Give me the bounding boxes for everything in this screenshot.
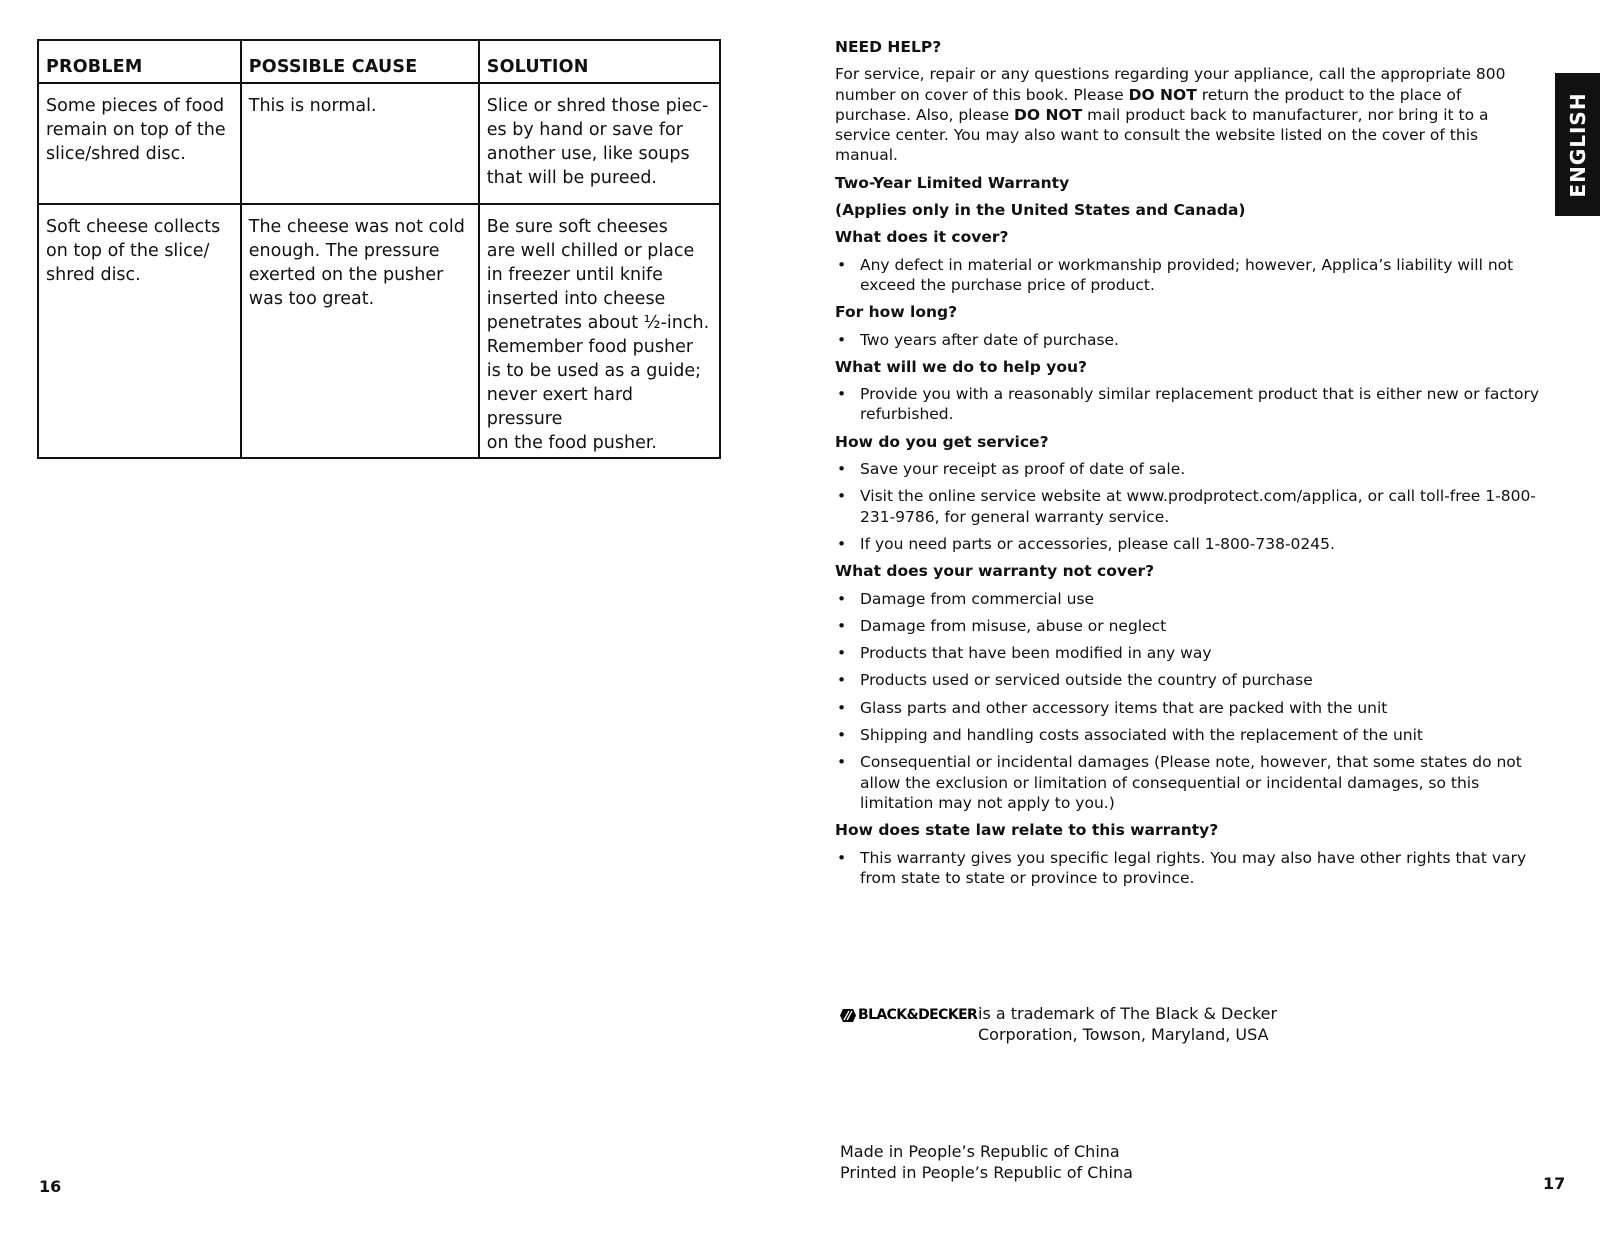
list-item-text: Any defect in material or workmanship provided; however, Applica’s liability will not exceed the purchase price of product. bbox=[860, 255, 1514, 294]
section-state-law bbox=[835, 820, 1540, 888]
list-item-text: If you need parts or accessories, please call 1-800-738-0245. bbox=[860, 534, 1335, 553]
bullet-list bbox=[835, 589, 1540, 814]
paragraph-text: mail product back to manufacturer, nor bring it to a service center. You may also want to consult the website listed on the cover of this manual. bbox=[835, 105, 1489, 165]
bullet: • bbox=[837, 487, 847, 506]
cell-line: another use, like soups bbox=[486, 144, 690, 164]
page-number-right: 17 bbox=[1543, 1174, 1566, 1193]
paragraph-text: For service, repair or any questions regarding your appliance, call the appropriate 800 number on cover of this book. Please bbox=[835, 65, 1506, 104]
cell-line: slice/shred disc. bbox=[46, 144, 186, 164]
need-help-paragraph bbox=[835, 64, 1540, 165]
warranty-column bbox=[835, 37, 1540, 895]
black-decker-logo bbox=[840, 1005, 977, 1026]
list-item bbox=[835, 752, 1540, 813]
troubleshooting-table bbox=[37, 39, 721, 459]
table-row bbox=[38, 204, 720, 458]
cell-line: inserted into cheese bbox=[486, 289, 666, 309]
solution-cell bbox=[479, 83, 720, 204]
list-item bbox=[835, 698, 1540, 718]
cell-line: never exert hard pressure bbox=[486, 385, 633, 429]
cell-line: on the food pusher. bbox=[486, 433, 657, 453]
cell-line: enough. The pressure bbox=[248, 241, 440, 261]
bullet: • bbox=[837, 698, 847, 717]
cell-line: penetrates about ½-inch. bbox=[486, 313, 710, 333]
section-heading: How do you get service? bbox=[835, 432, 1049, 451]
section-not-cover bbox=[835, 561, 1540, 813]
origin-notice bbox=[840, 1142, 1133, 1183]
header-solution: SOLUTION bbox=[479, 40, 720, 83]
bullet-list bbox=[835, 384, 1540, 425]
cell-line: Slice or shred those piec- bbox=[486, 96, 709, 116]
cell-line: This is normal. bbox=[248, 96, 377, 116]
cell-line: that will be pureed. bbox=[486, 168, 657, 188]
language-tab bbox=[1555, 73, 1600, 216]
list-item-text: Damage from commercial use bbox=[860, 589, 1095, 608]
list-item bbox=[835, 589, 1540, 609]
problem-cell bbox=[38, 83, 241, 204]
solution-cell bbox=[479, 204, 720, 458]
list-item bbox=[835, 330, 1540, 350]
cause-cell bbox=[241, 83, 479, 204]
bullet: • bbox=[837, 385, 847, 404]
list-item bbox=[835, 486, 1540, 527]
header-possible-cause: POSSIBLE CAUSE bbox=[241, 40, 479, 83]
list-item bbox=[835, 255, 1540, 296]
bullet-list bbox=[835, 330, 1540, 350]
bullet-list bbox=[835, 848, 1540, 889]
cell-line: Some pieces of food bbox=[46, 96, 225, 116]
list-item bbox=[835, 670, 1540, 690]
printed-in-line: Printed in People’s Republic of China bbox=[840, 1162, 1133, 1182]
bullet: • bbox=[837, 848, 847, 867]
list-item-text: Provide you with a reasonably similar replacement product that is either new or factory refurbished. bbox=[860, 385, 1539, 424]
cell-line: shred disc. bbox=[46, 265, 141, 285]
list-item bbox=[835, 616, 1540, 636]
list-item-text: Two years after date of purchase. bbox=[860, 330, 1119, 349]
section-help bbox=[835, 357, 1540, 425]
list-item-text: Products that have been modified in any way bbox=[860, 644, 1212, 663]
trademark-line: is a trademark of The Black & Decker bbox=[978, 1004, 1278, 1023]
cell-line: was too great. bbox=[248, 289, 375, 309]
list-item-text: Consequential or incidental damages (Please note, however, that some states do not allow the exclusion or limitation of consequential or incidental damages, so this limitation may not apply to you.) bbox=[860, 753, 1522, 812]
cell-line: Remember food pusher bbox=[486, 337, 694, 357]
cell-line: in freezer until knife bbox=[486, 265, 663, 285]
hexagon-logo-icon bbox=[840, 1009, 856, 1022]
need-help-heading: NEED HELP? bbox=[835, 38, 942, 56]
bullet-list bbox=[835, 255, 1540, 296]
bullet: • bbox=[837, 330, 847, 349]
table-row bbox=[38, 83, 720, 204]
trademark-text bbox=[978, 1004, 1318, 1045]
section-cover bbox=[835, 227, 1540, 295]
paragraph-text: return the product to the place of purchase. Also, please bbox=[835, 85, 1462, 124]
cell-line: are well chilled or place bbox=[486, 241, 695, 261]
list-item bbox=[835, 459, 1540, 479]
section-how-long bbox=[835, 302, 1540, 350]
bullet: • bbox=[837, 589, 847, 608]
list-item-text: Products used or serviced outside the country of purchase bbox=[860, 671, 1313, 690]
warranty-scope: (Applies only in the United States and Canada) bbox=[835, 201, 1246, 220]
cell-line: The cheese was not cold bbox=[248, 217, 465, 237]
list-item bbox=[835, 848, 1540, 889]
problem-cell bbox=[38, 204, 241, 458]
cell-line: Be sure soft cheeses bbox=[486, 217, 668, 237]
section-get-service bbox=[835, 432, 1540, 554]
bullet: • bbox=[837, 726, 847, 745]
cell-line: remain on top of the bbox=[46, 120, 226, 140]
list-item bbox=[835, 643, 1540, 663]
list-item bbox=[835, 725, 1540, 745]
logo-wordmark: BLACK&DECKER bbox=[858, 1007, 978, 1023]
section-heading: What does your warranty not cover? bbox=[835, 562, 1155, 581]
list-item-text: Shipping and handling costs associated with the replacement of the unit bbox=[860, 726, 1423, 745]
header-problem: PROBLEM bbox=[38, 40, 241, 83]
bullet: • bbox=[837, 753, 847, 772]
page-number-left: 16 bbox=[39, 1177, 62, 1196]
bullet-list bbox=[835, 459, 1540, 554]
trademark-line: Corporation, Towson, Maryland, USA bbox=[978, 1024, 1269, 1044]
cell-line: Soft cheese collects bbox=[46, 217, 221, 237]
section-heading: For how long? bbox=[835, 303, 958, 322]
list-item bbox=[835, 534, 1540, 554]
section-heading: What does it cover? bbox=[835, 228, 1009, 247]
cell-line: exerted on the pusher bbox=[248, 265, 444, 285]
cell-line: es by hand or save for bbox=[486, 120, 683, 140]
bullet: • bbox=[837, 644, 847, 663]
language-tab-label: ENGLISH bbox=[1565, 91, 1590, 198]
list-item bbox=[835, 384, 1540, 425]
cause-cell bbox=[241, 204, 479, 458]
bullet: • bbox=[837, 616, 847, 635]
list-item-text: This warranty gives you specific legal rights. You may also have other rights that vary from state to state or province to province. bbox=[860, 848, 1527, 887]
list-item-text: Damage from misuse, abuse or neglect bbox=[860, 616, 1167, 635]
list-item-text: Save your receipt as proof of date of sale. bbox=[860, 460, 1186, 479]
bullet: • bbox=[837, 671, 847, 690]
cell-line: is to be used as a guide; bbox=[486, 361, 702, 381]
list-item-text: Glass parts and other accessory items that are packed with the unit bbox=[860, 698, 1388, 717]
made-in-line: Made in People’s Republic of China bbox=[840, 1142, 1120, 1161]
emphasis-do-not: DO NOT bbox=[1128, 85, 1197, 104]
list-item-text: Visit the online service website at www.prodprotect.com/applica, or call toll-free 1-800-231-9786, for general warranty service. bbox=[860, 487, 1536, 526]
table-header-row bbox=[38, 40, 720, 83]
cell-line: on top of the slice/ bbox=[46, 241, 210, 261]
bullet: • bbox=[837, 534, 847, 553]
section-heading: What will we do to help you? bbox=[835, 357, 1088, 376]
emphasis-do-not: DO NOT bbox=[1014, 105, 1083, 124]
bullet: • bbox=[837, 255, 847, 274]
bullet: • bbox=[837, 460, 847, 479]
section-heading: How does state law relate to this warranty? bbox=[835, 821, 1219, 840]
warranty-title: Two-Year Limited Warranty bbox=[835, 173, 1070, 192]
